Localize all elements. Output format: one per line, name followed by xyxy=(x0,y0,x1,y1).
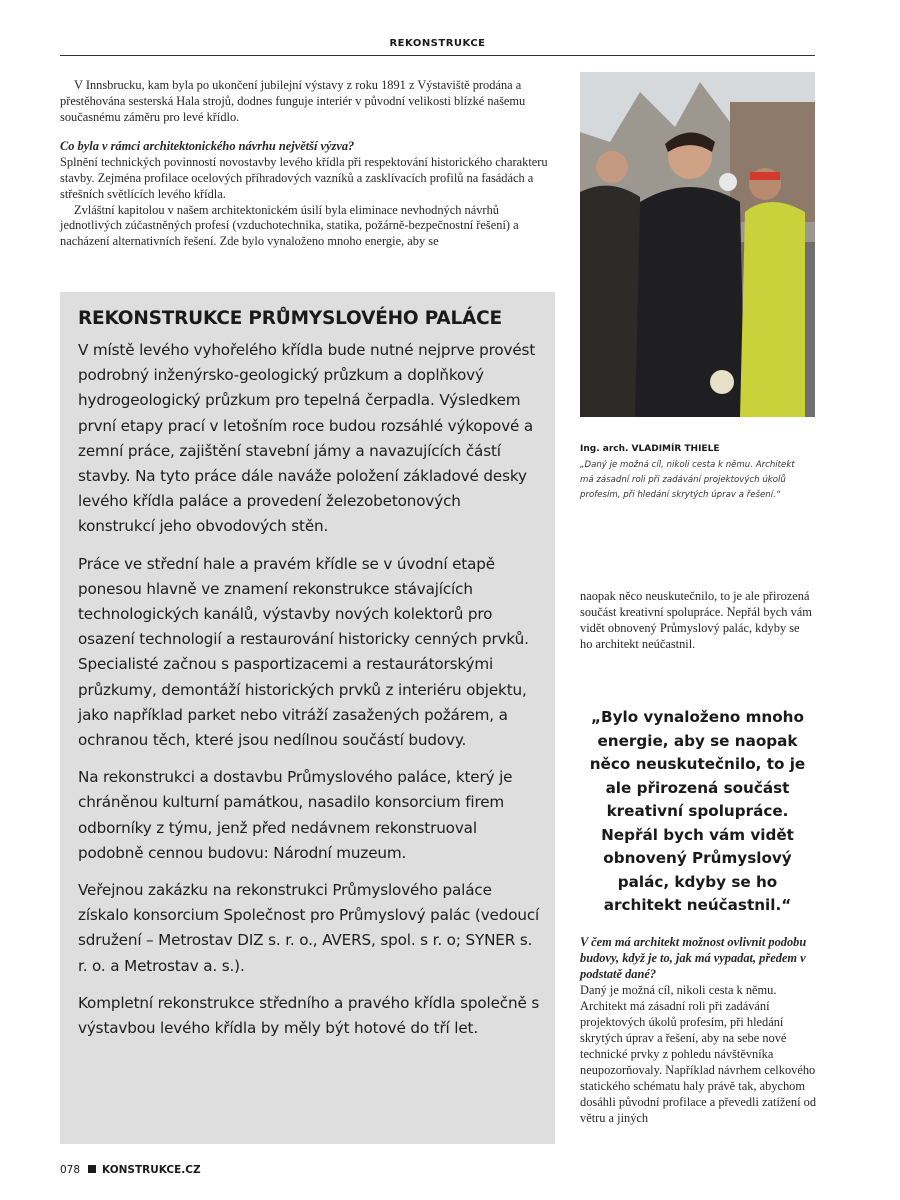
info-box-paragraph: Kompletní rekonstrukce středního a pravého křídla společně s výstavbou levého křídla by měly být hotové do tří let. xyxy=(78,993,540,1038)
square-bullet-icon xyxy=(88,1165,96,1173)
portrait-photo xyxy=(580,72,815,417)
header-divider xyxy=(60,55,815,56)
info-box-paragraph: Na rekonstrukci a dostavbu Průmyslového paláce, který je chráněnou kulturní památkou, nasadilo konsorcium firem odborníky z týmu, jenž před nedávnem rekonstruoval podobně cennou budovu: Národní muzeum. xyxy=(78,768,513,862)
info-box-body xyxy=(78,338,540,1053)
footer-site-link[interactable]: KONSTRUKCE.CZ xyxy=(102,1164,201,1176)
info-box-paragraph: Práce ve střední hale a pravém křídle se v úvodní etapě ponesou hlavně ve znamení rekonstrukce stávajících technologických kanálů, výstavby nových kolektorů pro osazení technologií a restaurování historicky cenných prvků. Specialisté začnou s pasportizacemi a restaurátorskými průzkumy, demontáží historických prvků z interiéru objektu, jako například parket nebo vitráží zasažených požárem, a ochranou těch, které jsou nedílnou součástí budovy. xyxy=(78,554,529,750)
sidebar-info-box xyxy=(60,292,555,1144)
info-box-paragraph: V místě levého vyhořelého křídla bude nutné nejprve provést podrobný inženýrsko-geologický průzkum a doplňkový hydrogeologický průzkum pro tepelná čerpadla. Výsledkem první etapy prací v letošním roce budou rozsáhlé výkopové a zemní práce, zajištění stavební jámy a navazujících částí stavby. Na tyto práce dále naváže položení základové desky levého křídla paláce a provedení železobetonových konstrukcí jeho obvodových stěn. xyxy=(78,341,536,536)
interview-question-1: Co byla v rámci architektonického návrhu největší výzva? xyxy=(60,139,355,154)
page-number: 078 xyxy=(60,1164,81,1176)
photo-caption-name: Ing. arch. VLADIMÍR THIELE xyxy=(580,444,720,454)
interview-answer-2: Daný je možná cíl, nikoli cesta k němu. Architekt má zásadní roli při zadávání projektových úkolů profesím, při hledání skrytých úprav a řešení, aby na sebe nové technické prvky z pohledu návštěvníka neupozorňovaly. Například návrhem celkového statického schématu haly právě tak, abychom dosáhli původní profilace a převedli zatížení od větru a jiných xyxy=(580,983,817,1125)
interview-answer-1a: Splnění technických povinností novostavby levého křídla při respektování historického charakteru stavby. Zejména profilace ocelových příhradových vazníků a zasklívacích profilů na fasádách a střešních světlících levého křídla. xyxy=(60,155,548,201)
section-header: REKONSTRUKCE xyxy=(389,38,486,49)
interview-answer-1b: Zvláštní kapitolou v našem architektonickém úsilí byla eliminace nevhodných návrhů jednotlivých zúčastněných profesí (vzduchotechnika, statika, požárně-bezpečnostní řešení) a nacházení alternativních řešení. Zde bylo vynaloženo mnoho energie, aby se xyxy=(60,202,519,249)
right-column-interview xyxy=(580,934,818,1126)
intro-column xyxy=(60,78,550,250)
photo-caption-quote: „Daný je možná cíl, nikoli cesta k němu. Architekt má zásadní roli při zadávání projektových úkolů profesím, při hledání skrytých úprav a řešení.“ xyxy=(580,460,795,500)
info-box-title: REKONSTRUKCE PRŮMYSLOVÉHO PALÁCE xyxy=(78,308,502,329)
pull-quote: „Bylo vynaloženo mnoho energie, aby se naopak něco neuskutečnilo, to je ale přirozená součást kreativní spolupráce. Nepřál bych vám vidět obnovený Průmyslový palác, kdyby se ho architekt neúčastnil.“ xyxy=(589,708,806,914)
continuation-paragraph: naopak něco neuskutečnilo, to je ale přirozená součást kreativní spolupráce. Nepřál bych vám vidět obnovený Průmyslový palác, kdyby se ho architekt neúčastnil. xyxy=(580,589,812,651)
intro-paragraph: V Innsbrucku, kam byla po ukončení jubilejní výstavy z roku 1891 z Výstaviště prodána a přestěhována sesterská Hala strojů, dodnes funguje interiér v původní velikosti blízké našemu současnému záměru pro levé křídlo. xyxy=(60,78,526,124)
interview-question-2: V čem má architekt možnost ovlivnit podobu budovy, když je to, jak má vypadat, předem v podstatě dané? xyxy=(580,935,807,981)
page-footer xyxy=(60,1164,201,1176)
info-box-paragraph: Veřejnou zakázku na rekonstrukci Průmyslového paláce získalo konsorcium Společnost pro Průmyslový palác (vedoucí sdružení – Metrostav DIZ s. r. o., AVERS, spol. s r. o; SYNER s. r. o. a Metrostav a. s.). xyxy=(78,881,540,975)
right-column-continuation xyxy=(580,588,815,652)
